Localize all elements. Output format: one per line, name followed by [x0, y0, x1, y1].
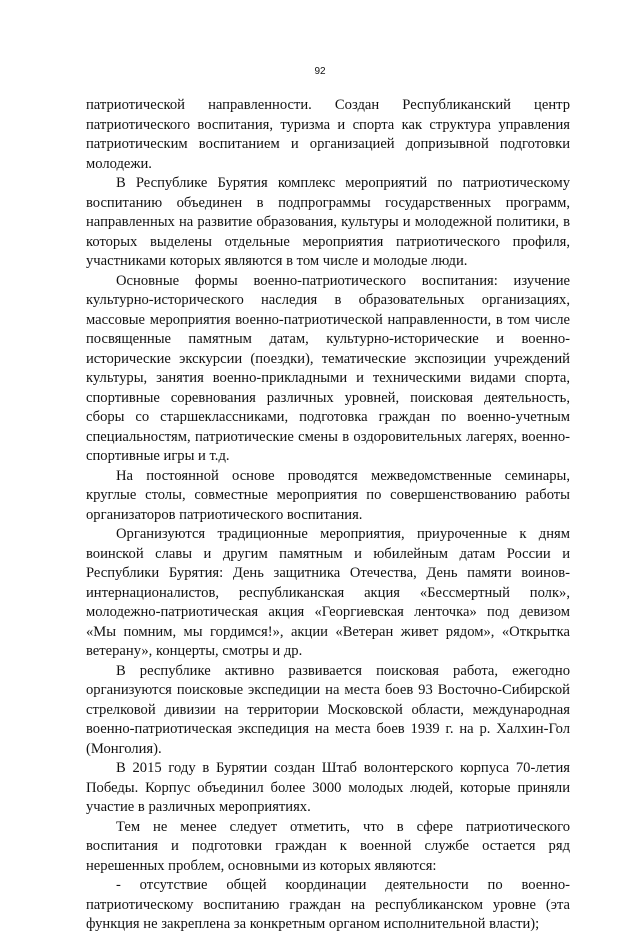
- paragraph: В 2015 году в Бурятии создан Штаб волонтерского корпуса 70-летия Победы. Корпус объединил более 3000 молодых людей, которые приняли участие в различных мероприятиях.: [86, 760, 570, 815]
- paragraph: В Республике Бурятия комплекс мероприятий по патриотическому воспитанию объединен в подпрограммы государственных программ, направленных на развитие образования, культуры и молодежной политики, в которых выделены отдельные мероприятия патриотического профиля, участниками которых являются в том числе и молодые люди.: [86, 175, 570, 269]
- paragraph: На постоянной основе проводятся межведомственные семинары, круглые столы, совместные мероприятия по совершенствованию работы организаторов патриотического воспитания.: [86, 467, 570, 523]
- document-body: [86, 96, 570, 935]
- paragraph: Основные формы военно-патриотического воспитания: изучение культурно-исторического наследия в образовательных организациях, массовые мероприятия военно-патриотической направленности, в том числе посвященные памятным датам, культурно-исторические и военно-исторические экскурсии (поездки), тематические экспозиции учреждений культуры, занятия военно-прикладными и техническими видами спорта, спортивные соревнования различных уровней, поисковая деятельность, сборы со старшеклассниками, подготовка граждан по военно-учетным специальностям, патриотические смены в оздоровительных лагерях, военно-спортивные игры и т.д.: [86, 272, 570, 464]
- list-item: - отсутствие общей координации деятельности по военно-патриотическому воспитанию граждан на республиканском уровне (эта функция не закреплена за конкретным органом исполнительной власти);: [86, 877, 570, 932]
- page-number: 92: [314, 66, 326, 77]
- paragraph: патриотической направленности. Создан Республиканский центр патриотического воспитания, туризма и спорта как структура управления патриотическим воспитанием и организацией допризывной подготовки молодежи.: [86, 97, 570, 172]
- paragraph: Организуются традиционные мероприятия, приуроченные к дням воинской славы и другим памятным и юбилейным датам России и Республики Бурятия: День защитника Отечества, День памяти воинов-интернационалистов, республиканская акция «Бессмертный полк», молодежно-патриотическая акция «Георгиевская ленточка» под девизом «Мы помним, мы гордимся!», акции «Ветеран живет рядом», «Открытка ветерану», концерты, смотры и др.: [86, 526, 570, 659]
- paragraph: Тем не менее следует отметить, что в сфере патриотического воспитания и подготовки граждан к военной службе остается ряд нерешенных проблем, основными из которых являются:: [86, 818, 570, 874]
- paragraph: В республике активно развивается поисковая работа, ежегодно организуются поисковые экспедиции на места боев 93 Восточно-Сибирской стрелковой дивизии на территории Московской области, международная военно-патриотическая экспедиция на места боев 1939 г. на р. Халхин-Гол (Монголия).: [86, 662, 570, 757]
